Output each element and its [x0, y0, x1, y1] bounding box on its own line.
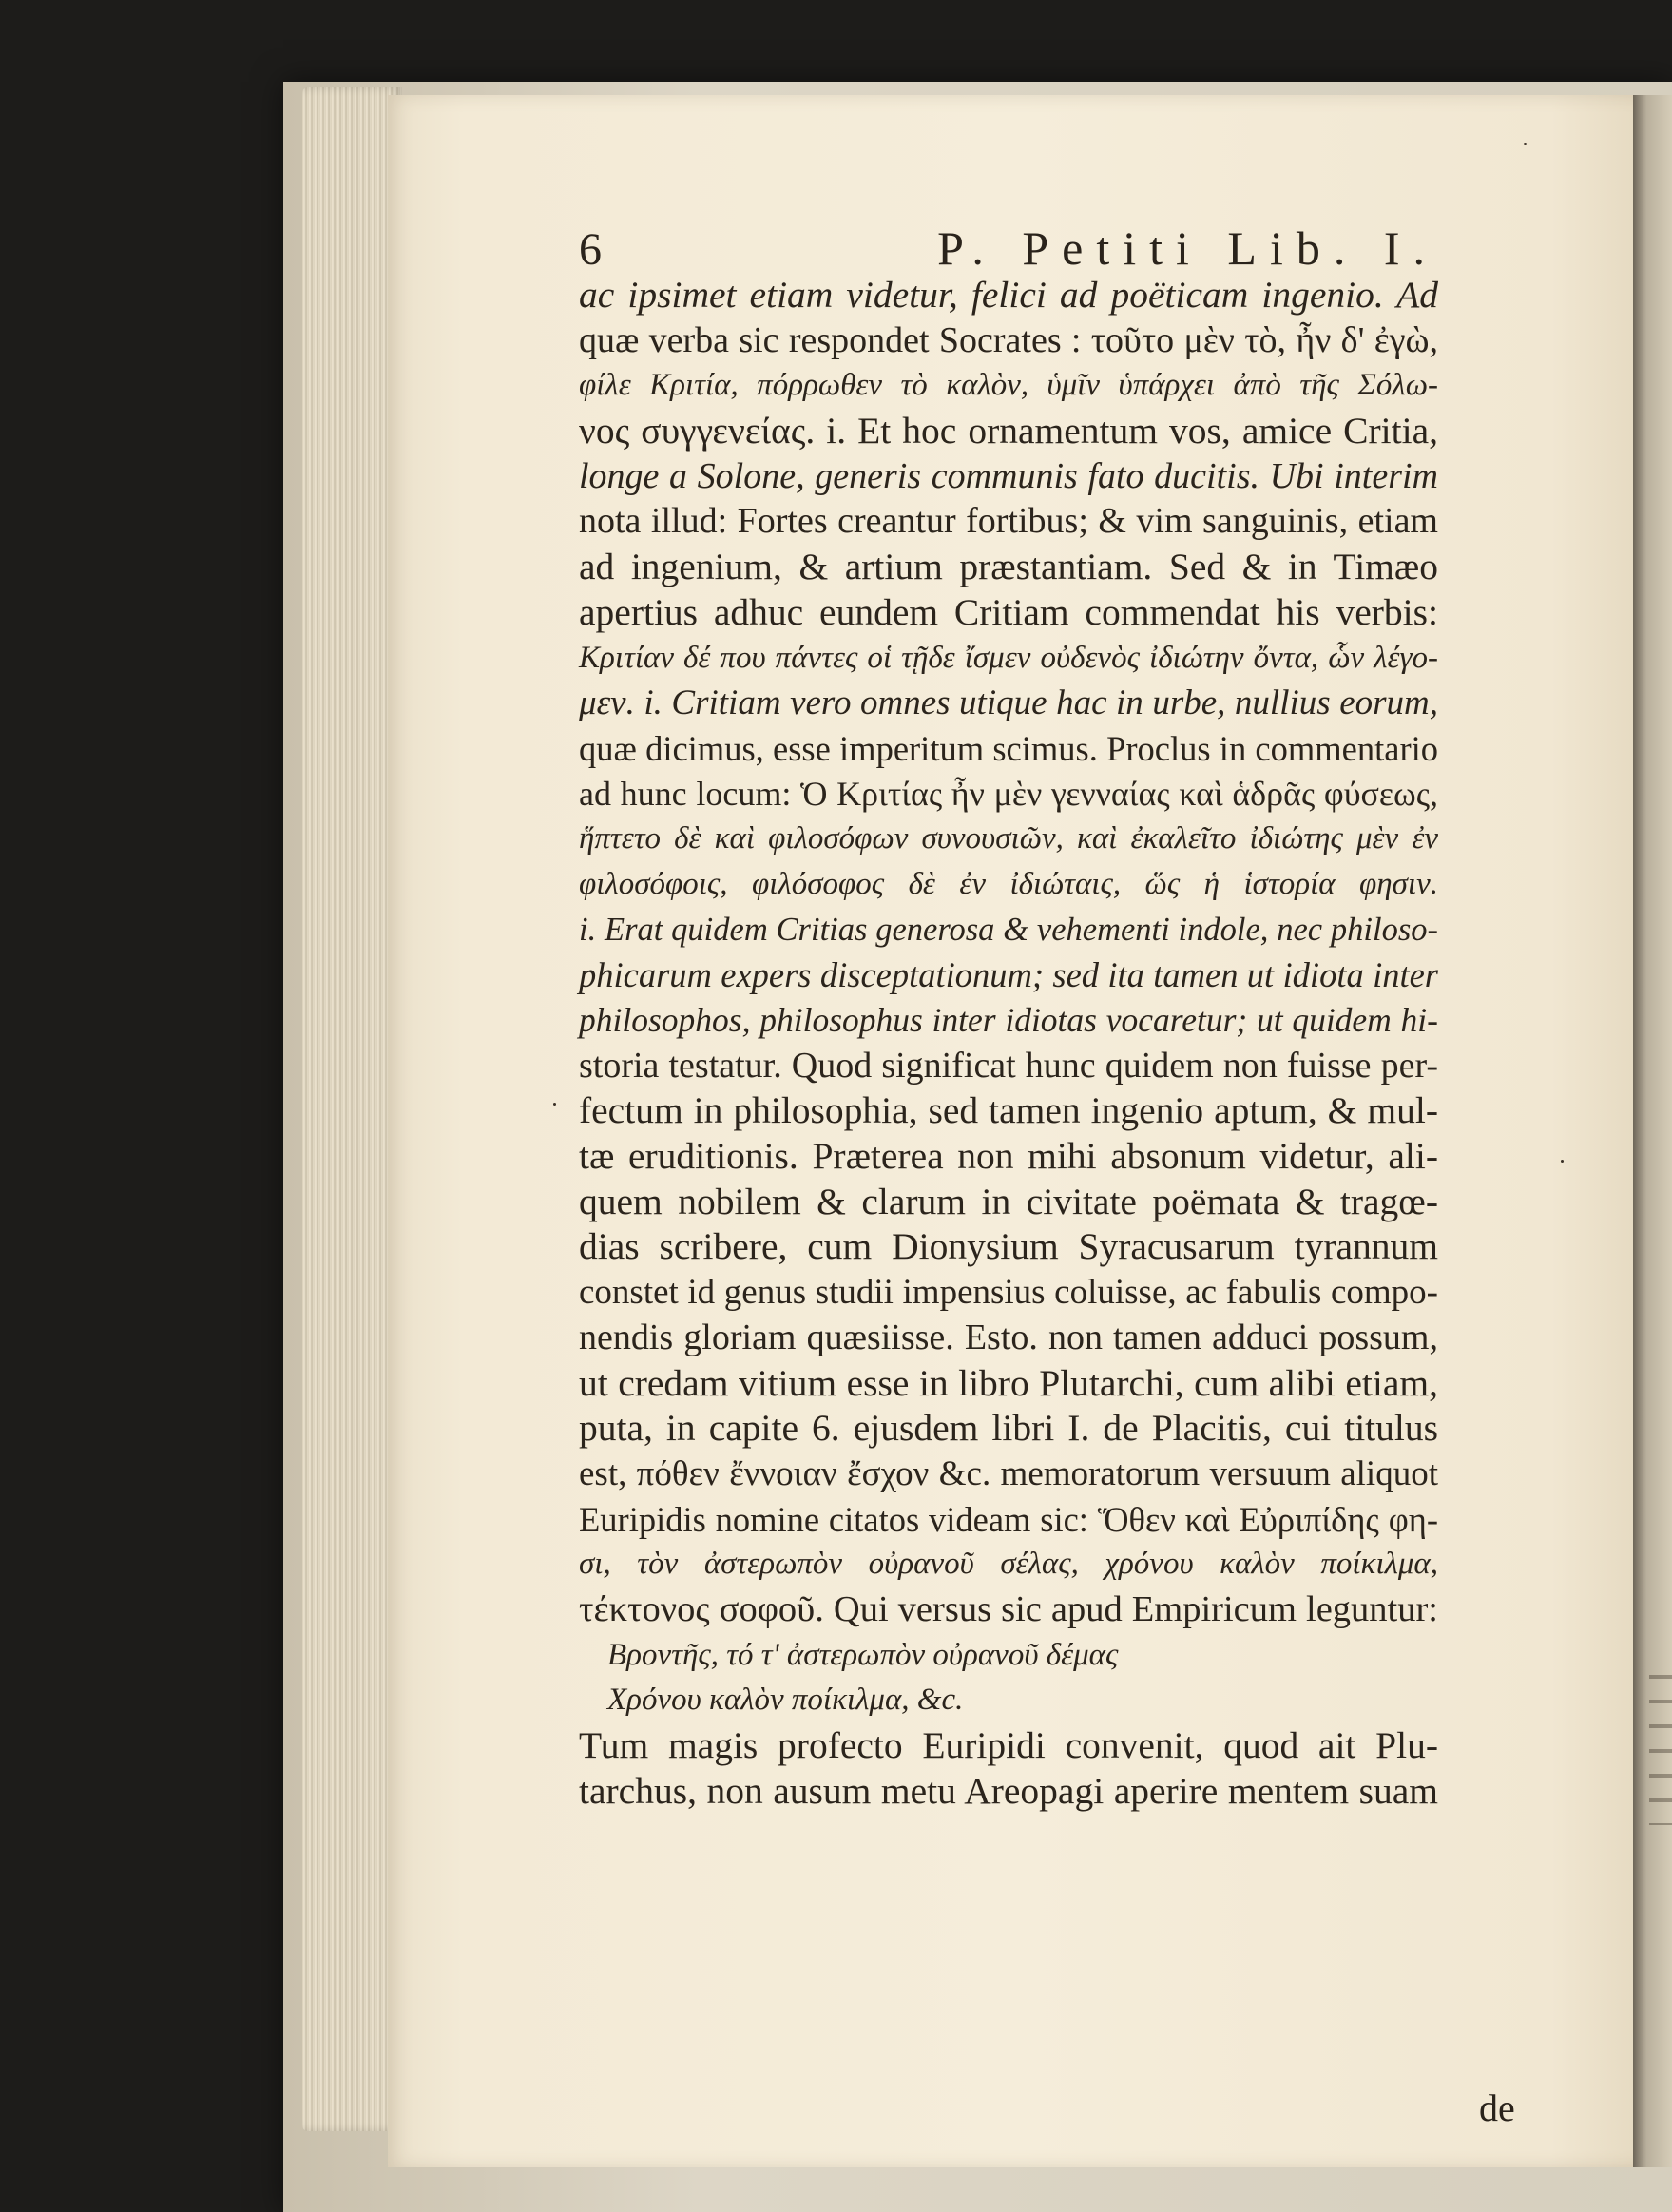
paper-speck [553, 1103, 556, 1106]
text-line: nendis gloriam quæsiisse. Esto. non tamen adduci possum, [579, 1317, 1438, 1357]
text-line: est, πόθεν ἔννοιαν ἔσχον &c. memoratorum versuum aliquot [579, 1453, 1438, 1493]
text-line: quæ dicimus, esse imperitum scimus. Proclus in commentario [579, 728, 1438, 768]
text-line: dias scribere, cum Dionysium Syracusarum tyrannum [579, 1225, 1438, 1268]
text-line: ad hunc locum: Ὁ Κριτίας ἦν μὲν γενναίας καὶ ἁδρᾶς φύσεως, [579, 774, 1438, 813]
text-line: Tum magis profecto Euripidi convenit, quod ait Plu- [579, 1724, 1438, 1766]
text-line: phicarum expers disceptationum; sed ita tamen ut idiota inter [579, 955, 1438, 995]
text-line: apertius adhuc eundem Critiam commendat his verbis: [579, 590, 1438, 633]
text-line: quem nobilem & clarum in civitate poëmata & tragœ- [579, 1180, 1438, 1222]
text-line: νος συγγενείας. i. Et hoc ornamentum vos, amice Critia, [579, 410, 1438, 452]
text-line: nota illud: Fortes creantur fortibus; & vim sanguinis, etiam [579, 501, 1438, 542]
text-line: tarchus, non ausum metu Areopagi aperire mentem suam [579, 1769, 1438, 1812]
paper-speck [1524, 143, 1527, 145]
text-line: σι, τὸν ἀστερωπὸν οὐρανοῦ σέλας, χρόνου καλὸν ποίκιλμα, [579, 1547, 1438, 1582]
text-line: Κριτίαν δέ που πάντες οἱ τῇδε ἴσμεν οὐδενὸς ἰδιώτην ὄντα, ὧν λέγο- [579, 640, 1438, 675]
text-line: ἥπτετο δὲ καὶ φιλοσόφων συνουσιῶν, καὶ ἐκαλεῖτο ἰδιώτης μὲν ἐν [579, 821, 1438, 856]
text-line: storia testatur. Quod significat hunc quidem non fuisse per- [579, 1045, 1438, 1086]
text-line: φίλε Κριτία, πόρρωθεν τὸ καλὸν, ὑμῖν ὑπάρχει ἀπὸ τῆς Σόλω- [579, 368, 1438, 403]
text-line: Euripidis nomine citatos videam sic: Ὅθεν καὶ Εὐριπίδης φη- [579, 1499, 1438, 1539]
text-line: longe a Solone, generis communis fato ducitis. Ubi interim [579, 455, 1438, 496]
paper-speck [1561, 1160, 1564, 1163]
running-title: P. Petiti Lib. I. [937, 221, 1438, 275]
text-line: puta, in capite 6. ejusdem libri I. de Placitis, cui titulus [579, 1407, 1438, 1450]
text-line: quæ verba sic respondet Socrates : τοῦτο μὲν τὸ, ἦν δ' ἐγὼ, [579, 319, 1438, 360]
body-text [579, 273, 1438, 1814]
text-line: i. Erat quidem Critias generosa & vehementi indole, nec philoso- [579, 911, 1438, 948]
page-number: 6 [579, 224, 602, 275]
text-line: ut credam vitium esse in libro Plutarchi, cum alibi etiam, [579, 1361, 1438, 1404]
text-line: tæ eruditionis. Præterea non mihi absonum videtur, ali- [579, 1135, 1438, 1178]
verse-line: Βροντῆς, τό τ' ἀστερωπὸν οὐρανοῦ δέμας [607, 1637, 1119, 1672]
text-line: philosophos, philosophus inter idiotas vocaretur; ut quidem hi- [579, 1001, 1438, 1039]
text-line: fectum in philosophia, sed tamen ingenio aptum, & mul- [579, 1089, 1438, 1132]
facing-page-text-sliver [1649, 1654, 1672, 1825]
text-line: μεν. i. Critiam vero omnes utique hac in urbe, nullius eorum, [579, 683, 1438, 723]
catchword: de [1479, 2087, 1515, 2129]
text-line: φιλοσόφοις, φιλόσοφος δὲ ἐν ἰδιώταις, ὥς ἡ ἱστορία φησιν. [579, 866, 1438, 901]
text-line: ad ingenium, & artium præstantiam. Sed & in Timæo [579, 546, 1438, 588]
running-head [579, 221, 1438, 276]
text-line: τέκτονος σοφοῦ. Qui versus sic apud Empiricum leguntur: [579, 1588, 1438, 1629]
text-line: constet id genus studii impensius coluisse, ac fabulis compo- [579, 1273, 1438, 1313]
verse-line: Χρόνου καλὸν ποίκιλμα, &c. [607, 1683, 964, 1718]
facing-page-edge [1633, 95, 1672, 2167]
text-line: ac ipsimet etiam videtur, felici ad poëticam ingenio. Ad [579, 274, 1438, 316]
